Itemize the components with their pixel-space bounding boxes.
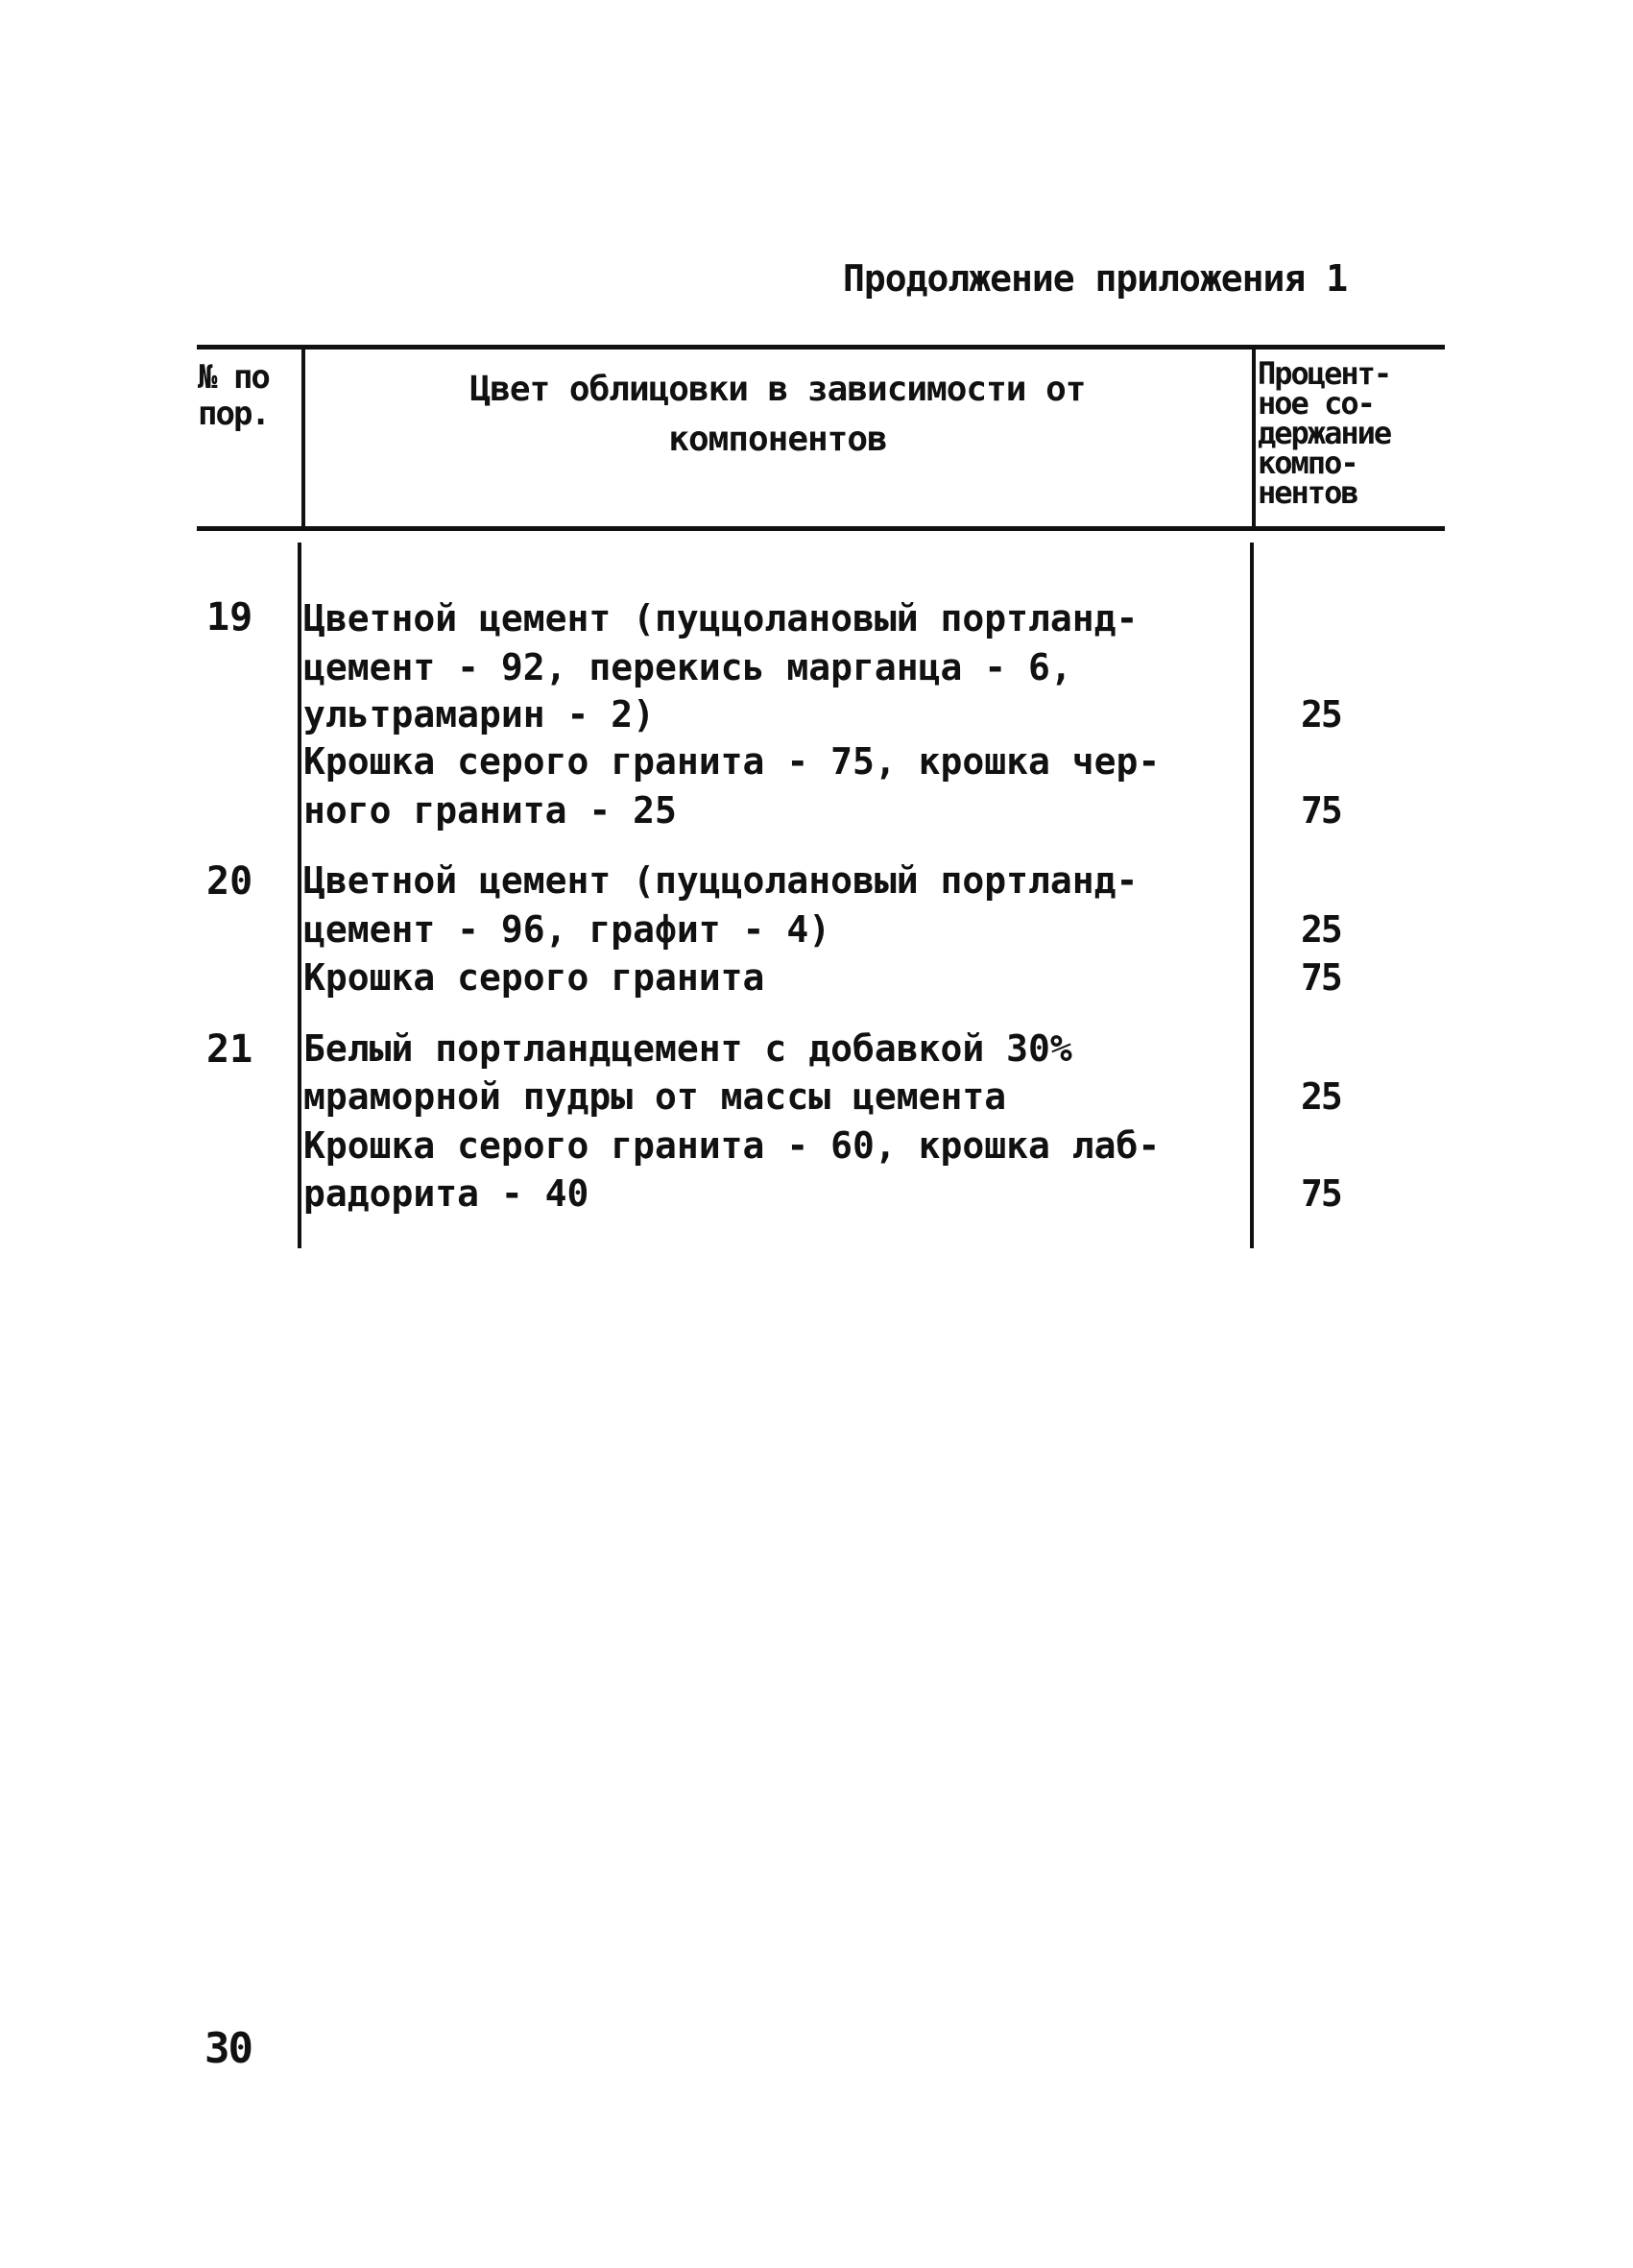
- row-number: 19: [206, 595, 253, 639]
- column-header-percent: Процент- ное со- держание компо- нентов: [1258, 355, 1391, 511]
- row-text-line: Цветной цемент (пуццолановый портланд-: [303, 597, 1139, 639]
- row-percent: 25: [1301, 693, 1341, 736]
- row-text-line: Крошка серого гранита - 60, крошка лаб-: [303, 1124, 1161, 1167]
- row-text-line: Цветной цемент (пуццолановый портланд-: [303, 859, 1139, 902]
- row-text-line: Белый портландцемент с добавкой 30%: [303, 1027, 1072, 1070]
- column-header-number: № по пор.: [198, 358, 269, 433]
- row-text-line: цемент - 92, перекись марганца - 6,: [303, 646, 1072, 688]
- row-text-line: ультрамарин - 2): [303, 693, 656, 736]
- table-top-rule: [197, 345, 1445, 350]
- row-text-line: Крошка серого гранита: [303, 956, 765, 999]
- row-number: 21: [206, 1027, 253, 1072]
- row-percent: 75: [1301, 1172, 1341, 1215]
- row-number: 20: [206, 859, 253, 904]
- page-number: 30: [204, 2024, 252, 2073]
- body-divider-right: [1250, 543, 1254, 1248]
- row-percent: 25: [1301, 1075, 1341, 1118]
- header-divider-right: [1252, 350, 1256, 528]
- header-divider-left: [301, 350, 305, 528]
- row-percent: 75: [1301, 956, 1341, 999]
- row-percent: 75: [1301, 789, 1341, 832]
- row-text-line: ного гранита - 25: [303, 789, 677, 832]
- body-divider-left: [298, 543, 301, 1248]
- row-percent: 25: [1301, 908, 1341, 951]
- column-header-description: Цвет облицовки в зависимости от компонентов: [469, 370, 1086, 459]
- table-header-rule: [197, 526, 1445, 531]
- row-text-line: Крошка серого гранита - 75, крошка чер-: [303, 740, 1161, 783]
- row-text-line: мраморной пудры от массы цемента: [303, 1075, 1007, 1118]
- row-text-line: радорита - 40: [303, 1172, 589, 1215]
- row-text-line: цемент - 96, графит - 4): [303, 908, 831, 951]
- continuation-title: Продолжение приложения 1: [843, 257, 1348, 300]
